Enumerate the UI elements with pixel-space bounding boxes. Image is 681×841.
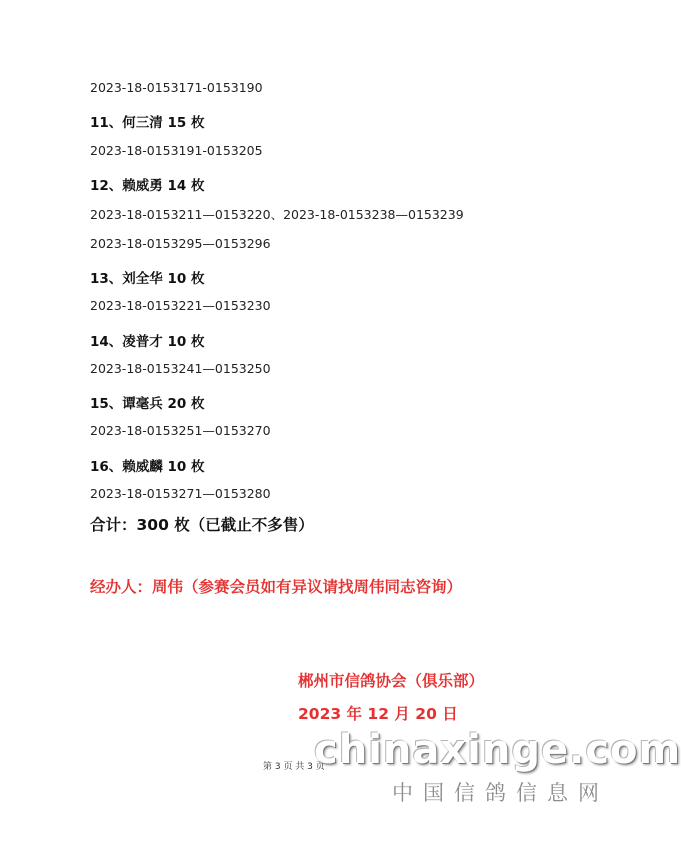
ring-range: 2023-18-0153241—0153250	[90, 361, 271, 376]
page-footer: 第 3 页 共 3 页	[263, 762, 325, 772]
watermark-site-name: 中国信鸽信息网	[392, 781, 609, 805]
ring-range: 2023-18-0153171-0153190	[90, 80, 263, 95]
ring-range: 2023-18-0153295—0153296	[90, 236, 271, 251]
ring-range: 2023-18-0153191-0153205	[90, 143, 263, 158]
member-entry-name: 13、刘全华 10 枚	[90, 271, 205, 287]
member-entry-name: 11、何三清 15 枚	[90, 115, 205, 131]
member-entry-name: 15、谭毫兵 20 枚	[90, 396, 205, 412]
watermark-url: chinaxinge.com	[314, 727, 681, 773]
handler-note: 经办人：周伟（参赛会员如有异议请找周伟同志咨询）	[90, 578, 463, 596]
member-entry-name: 16、赖威麟 10 枚	[90, 459, 205, 475]
total-line: 合计：300 枚（已截止不多售）	[90, 516, 314, 534]
organization-signature: 郴州市信鸽协会（俱乐部）	[298, 672, 485, 690]
member-entry-name: 14、凌普才 10 枚	[90, 334, 205, 350]
ring-range: 2023-18-0153221—0153230	[90, 298, 271, 313]
ring-range: 2023-18-0153211—0153220、2023-18-0153238—0153239	[90, 207, 464, 222]
ring-range: 2023-18-0153271—0153280	[90, 486, 271, 501]
ring-range: 2023-18-0153251—0153270	[90, 423, 271, 438]
member-entry-name: 12、赖威勇 14 枚	[90, 178, 205, 194]
signature-date: 2023 年 12 月 20 日	[298, 705, 458, 723]
